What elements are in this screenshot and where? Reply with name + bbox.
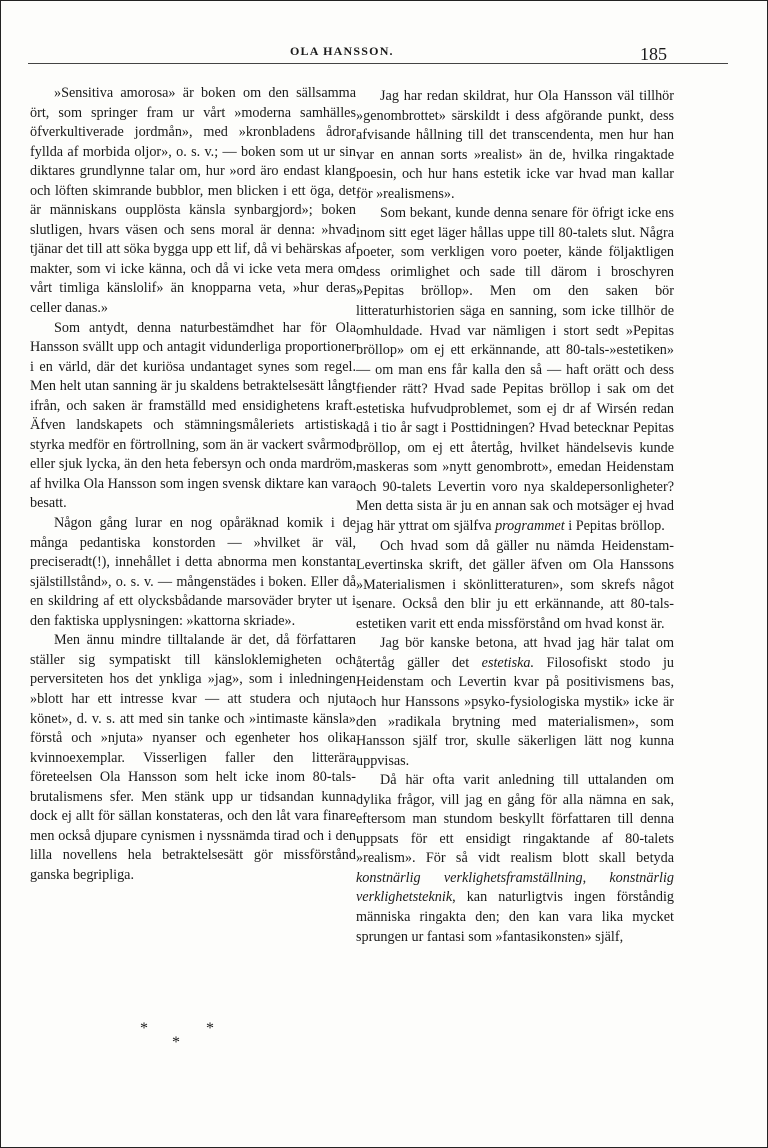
emphasis-verklighetsframstallning: konstnärlig verklighetsframställning: [356, 869, 583, 886]
right-paragraph-1: Jag har redan skildrat, hur Ola Hansson väl tillhör »genombrottet» särskildt i dess afgörande punkt, dess afvisande hållning till det transcendenta, men hur han var en annan sorts »realist» än de, hvilka ringaktade poesin, och hur hans estetik icke var hvad man kallar för »realismens».: [356, 88, 674, 202]
text-run: Då här ofta varit anledning till uttalanden om dylika frågor, vill jag en gång för alla nämna en sak, eftersom man stundom beskyllt författaren till denna uppsats för ett ensidigt ringaktande af 80-talets »realism». För så vidt realism blott skall betyda: [356, 772, 674, 867]
running-head: OLA HANSSON.: [290, 44, 394, 58]
section-break-asterism: [130, 1020, 230, 1060]
emphasis-verklighetsteknik: konstnärlig verklighetsteknik: [356, 869, 674, 906]
left-column: [30, 84, 356, 885]
right-paragraph-2: [356, 204, 674, 536]
emphasis-estetiska: estetiska.: [481, 654, 535, 671]
emphasis-programmet: programmet: [495, 518, 565, 535]
text-run: ,: [582, 869, 610, 886]
right-paragraph-5: [356, 771, 674, 947]
asterism-star: *: [172, 1034, 180, 1051]
text-run: Som bekant, kunde denna senare för öfrigt icke ens inom sitt eget läger hållas uppe till 80-talets slut. Några poeter, som verkligen voro poeter, kände följaktligen dess orimlighet och sade till därom i broschyren »Pepitas bröllop». Men om den saken bör litteraturhistorien säga en sanning, som icke tillhör de omhuldade. Hvad var nämligen i stort sedt »Pepitas bröllop» om ej ett erkännande, att 80-tals-»estetiken» — om man ens får kalla den så — haft orätt och dess fiender rätt? Hvad sade Pepitas bröllop i sak om det estetiska hufvudproblemet, som ej dr af Wirsén redan då i tio år sagt i Posttidningen? Hvad betecknar Pepitas bröllop, om ej ett återtåg, hvilket händelsevis kunde maskeras som »nytt genombrott», emedan Heidenstam och 90-talets Levertin voro nya skaldepersonligheter? Men detta sista är ju en annan sak och motsäger ej hvad jag här yttrat om själfva: [356, 205, 674, 535]
right-paragraph-4: [356, 634, 674, 771]
text-run: , kan naturligtvis ingen förståndig människa ringakta den; den kan vara lika mycket sprungen ur fantasi som »fantasikonsten» själf,: [356, 889, 674, 945]
right-column: [356, 87, 674, 947]
asterism-star: *: [140, 1020, 148, 1037]
asterism-star: *: [206, 1020, 214, 1037]
text-run: Filosofiskt stodo ju Heidenstam och Levertin kvar på positivismens bas, och hur Hanssons »psyko-fysiologiska mystik» icke är den »radikala brytning med materialismen», som Hansson själf tror, skulle säkerligen lätt nog kunna uppvisas.: [356, 654, 674, 769]
right-paragraph-3: Och hvad som då gäller nu nämda Heidenstam-Levertinska skrift, det gäller äfven om Ola Hanssons »Materialismen i skönlitteraturen», som skrefs något senare. Också den blir ju ett erkännande, att 80-tals-estetiken varit ett enda missförstånd om hvad konst är.: [356, 537, 674, 632]
text-run: i Pepitas bröllop.: [564, 518, 665, 535]
left-paragraph-4: Men ännu mindre tilltalande är det, då författaren ställer sig sympatiskt till känsloklemigheten och perversiteten hos det ynkliga »jag», som i inledningen »blott har ett intresse kvar — att studera och njuta könet», d. v. s. att med sin tanke och »intimaste känsla» förstå och »njuta» nyanser och egenheter hos olika kvinnoexemplar. Visserligen faller den litterära företeelsen Ola Hansson som helt icke inom 80-tals-brutalismens sfer. Men stänk upp ur tidsandan kunna dock ej allt för sällan konstateras, och den låt vara finare men också djupare cynismen i nyssnämda tirad och i den lilla novellens hela betraktelsesätt gör missförstånd ganska begripliga.: [30, 632, 356, 883]
left-paragraph-1: »Sensitiva amorosa» är boken om den sällsamma ört, som springer fram ur vårt »moderna samhälles öfverkultiverade jordmån», med »kronbladens ådror fyllda af morbida oljor», o. s. v.; — boken som ut ur sin diktares grundlynne talar om, hur »ord äro endast klang och löften skimrande bubblor, men blicken i ett öga, det är människans oupplösta känsla synbargjord»; boken slutligen, hvars väsen och sens moral är denna: »hvad tjänar det till att söka bygga upp ett lif, då vi behärskas af makter, som vi icke känna, och då vi icke veta mera om vårt timliga känslolif» än knopparna veta, »hur deras celler danas.»: [30, 85, 356, 317]
header-rule: [28, 63, 728, 64]
page-number: 185: [640, 44, 667, 64]
text-run: Jag bör kanske betona, att hvad jag här talat om återtåg gäller det: [356, 635, 674, 671]
left-paragraph-3: Någon gång lurar en nog opåräknad komik i de många pedantiska konstorden — »hvilket är väl, preciseradt(!), innehållet i detta abnorma men konstanta själstillstånd», o. s. v. — mångenstädes i boken. Eller då en skildring af ett olycksbådande marsoväder bryter ut i den faktiska upplysningen: »kattorna skriade».: [30, 515, 356, 629]
left-paragraph-2: Som antydt, denna naturbestämdhet har för Ola Hansson svällt upp och antagit vidunderliga proportioner i en värld, där det kuriösa undantaget synes som regel. Men helt utan sanning är ju skaldens betraktelsesätt långt ifrån, och saken är framställd med ensidighetens kraft. Äfven landskapets och stämningsmåleriets artistiska styrka medför en förtrollning, som än är vackert svårmod eller sjuk lycka, än den heta febersyn och onda mardröm, af hvilka Ola Hansson som ingen svensk diktare kan vara besatt.: [30, 319, 356, 512]
